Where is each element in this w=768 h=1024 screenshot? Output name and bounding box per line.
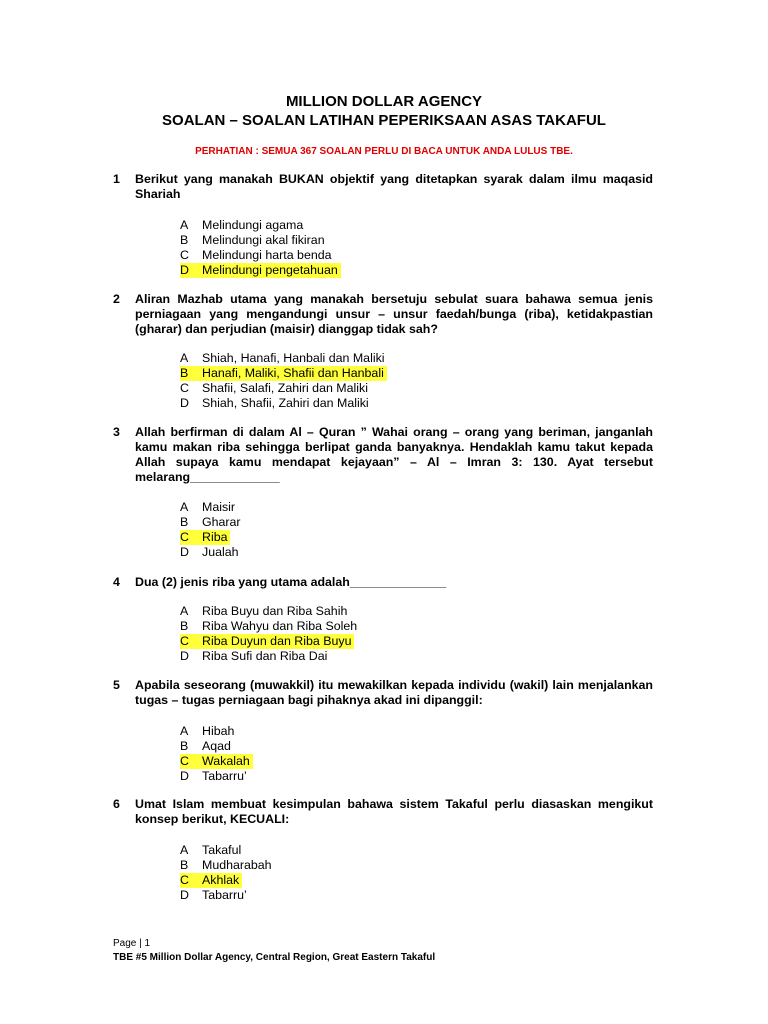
- option-text: Aqad: [202, 739, 231, 753]
- answer-option-b: [180, 515, 241, 530]
- question-text: Umat Islam membuat kesimpulan bahawa sistem Takaful perlu diasaskan mengikut konsep berikut, KECUALI:: [135, 797, 653, 826]
- answer-option-d: [180, 545, 241, 560]
- question-number: 3: [113, 425, 120, 439]
- answer-options: [180, 500, 241, 560]
- answer-option-d: [180, 888, 272, 903]
- option-text: Shiah, Hanafi, Hanbali dan Maliki: [202, 351, 385, 365]
- answer-option-a: [180, 604, 357, 619]
- question-2: [113, 292, 653, 337]
- question-text: Berikut yang manakah BUKAN objektif yang ditetapkan syarak dalam ilmu maqasid Shariah: [135, 172, 653, 201]
- highlighted-answer: [180, 366, 387, 381]
- option-letter: D: [180, 769, 189, 783]
- answer-body: [180, 619, 357, 633]
- option-text: Hibah: [202, 724, 235, 738]
- answer-body: [180, 724, 234, 738]
- answer-body: [180, 396, 369, 410]
- answer-option-d: [180, 263, 341, 278]
- option-letter: A: [180, 218, 189, 232]
- option-letter: A: [180, 351, 189, 365]
- option-letter: B: [180, 515, 189, 529]
- option-text: Akhlak: [202, 873, 240, 887]
- answer-option-a: [180, 218, 341, 233]
- option-text: Riba Wahyu dan Riba Soleh: [202, 619, 358, 633]
- answer-options: [180, 604, 357, 664]
- document-subtitle: SOALAN – SOALAN LATIHAN PEPERIKSAAN ASAS TAKAFUL: [162, 112, 606, 129]
- question-5: [113, 678, 653, 708]
- answer-body: [180, 233, 325, 247]
- question-number: 4: [113, 575, 120, 589]
- answer-body: [180, 545, 239, 559]
- question-3: [113, 425, 653, 485]
- answer-body: [180, 858, 272, 872]
- answer-option-a: [180, 843, 272, 858]
- answer-option-b: [180, 233, 341, 248]
- answer-body: [180, 649, 327, 663]
- option-letter: A: [180, 843, 189, 857]
- answer-option-a: [180, 351, 387, 366]
- answer-option-b: [180, 739, 253, 754]
- option-text: Takaful: [202, 843, 242, 857]
- question-text: Aliran Mazhab utama yang manakah bersetuju sebulat suara bahawa semua jenis perniagaan yang mengandungi unsur – unsur faedah/bunga (riba), ketidakpastian (gharar) dan perjudian (maisir) dianggap tidak sah?: [135, 292, 653, 336]
- answer-option-c: [180, 530, 241, 545]
- question-1: [113, 172, 653, 202]
- footer-text: TBE #5 Million Dollar Agency, Central Region, Great Eastern Takaful: [113, 952, 436, 963]
- answer-option-c: [180, 754, 253, 769]
- option-letter: D: [180, 545, 189, 559]
- highlighted-answer: [180, 263, 341, 278]
- question-text: Apabila seseorang (muwakkil) itu mewakilkan kepada individu (wakil) lain menjalankan tugas – tugas perniagaan bagi pihaknya akad ini dipanggil:: [135, 678, 653, 707]
- answer-option-b: [180, 858, 272, 873]
- question-number: 1: [113, 172, 120, 186]
- option-text: Wakalah: [202, 754, 250, 768]
- option-text: Riba Buyu dan Riba Sahih: [202, 604, 348, 618]
- answer-option-c: [180, 248, 341, 263]
- answer-option-b: [180, 619, 357, 634]
- option-text: Riba: [202, 530, 228, 544]
- answer-body: [180, 888, 247, 902]
- question-text: Dua (2) jenis riba yang utama adalah______________: [135, 575, 447, 589]
- option-text: Hanafi, Maliki, Shafii dan Hanbali: [202, 366, 384, 380]
- answer-body: [180, 381, 368, 395]
- answer-body: [180, 843, 241, 857]
- option-letter: B: [180, 858, 189, 872]
- highlighted-answer: [180, 634, 354, 649]
- answer-option-d: [180, 649, 357, 664]
- option-letter: D: [180, 888, 189, 902]
- option-letter: C: [180, 381, 189, 395]
- highlighted-answer: [180, 873, 242, 888]
- highlighted-answer: [180, 754, 253, 769]
- answer-options: [180, 351, 387, 411]
- answer-body: [180, 769, 247, 783]
- option-text: Riba Sufi dan Riba Dai: [202, 649, 328, 663]
- answer-option-d: [180, 769, 253, 784]
- option-letter: D: [180, 649, 189, 663]
- option-text: Maisir: [202, 500, 236, 514]
- option-text: Shafii, Salafi, Zahiri dan Maliki: [202, 381, 368, 395]
- option-letter: C: [180, 754, 189, 768]
- answer-options: [180, 724, 253, 784]
- option-letter: B: [180, 739, 189, 753]
- option-letter: C: [180, 873, 189, 887]
- option-letter: A: [180, 500, 189, 514]
- option-text: Melindungi pengetahuan: [202, 263, 338, 277]
- option-letter: D: [180, 263, 189, 277]
- option-letter: B: [180, 619, 189, 633]
- highlighted-answer: [180, 530, 230, 545]
- answer-body: [180, 515, 241, 529]
- notice-text: PERHATIAN : SEMUA 367 SOALAN PERLU DI BACA UNTUK ANDA LULUS TBE.: [195, 146, 573, 157]
- answer-body: [180, 351, 385, 365]
- answer-body: [180, 218, 303, 232]
- question-4: [113, 575, 653, 590]
- option-text: Tabarru’: [202, 888, 247, 902]
- option-text: Melindungi harta benda: [202, 248, 332, 262]
- answer-options: [180, 843, 272, 903]
- option-text: Melindungi agama: [202, 218, 304, 232]
- option-letter: C: [180, 530, 189, 544]
- question-6: [113, 797, 653, 827]
- option-letter: A: [180, 604, 189, 618]
- answer-options: [180, 218, 341, 278]
- option-text: Shiah, Shafii, Zahiri dan Maliki: [202, 396, 369, 410]
- option-letter: C: [180, 634, 189, 648]
- question-number: 5: [113, 678, 120, 692]
- question-text: Allah berfirman di dalam Al – Quran ” Wahai orang – orang yang beriman, janganlah kamu makan riba sehingga berlipat ganda banyaknya. Hendaklah kamu takut kepada Allah supaya kamu mendapat kejayaan” – Al – Imran 3: 130. Ayat tersebut melarang_____________: [135, 425, 653, 484]
- answer-body: [180, 604, 347, 618]
- option-text: Mudharabah: [202, 858, 272, 872]
- answer-option-c: [180, 381, 387, 396]
- option-text: Riba Duyun dan Riba Buyu: [202, 634, 352, 648]
- option-letter: C: [180, 248, 189, 262]
- answer-option-d: [180, 396, 387, 411]
- answer-body: [180, 248, 332, 262]
- document-title: MILLION DOLLAR AGENCY: [285, 93, 483, 110]
- option-letter: B: [180, 233, 189, 247]
- answer-option-c: [180, 873, 272, 888]
- page-number: Page | 1: [113, 938, 151, 949]
- option-text: Gharar: [202, 515, 241, 529]
- option-letter: D: [180, 396, 189, 410]
- answer-body: [180, 739, 231, 753]
- answer-option-b: [180, 366, 387, 381]
- answer-option-a: [180, 724, 253, 739]
- option-text: Melindungi akal fikiran: [202, 233, 325, 247]
- answer-option-c: [180, 634, 357, 649]
- option-letter: A: [180, 724, 189, 738]
- option-letter: B: [180, 366, 189, 380]
- option-text: Tabarru’: [202, 769, 247, 783]
- option-text: Jualah: [202, 545, 239, 559]
- question-number: 2: [113, 292, 120, 306]
- question-number: 6: [113, 797, 120, 811]
- answer-body: [180, 500, 235, 514]
- answer-option-a: [180, 500, 241, 515]
